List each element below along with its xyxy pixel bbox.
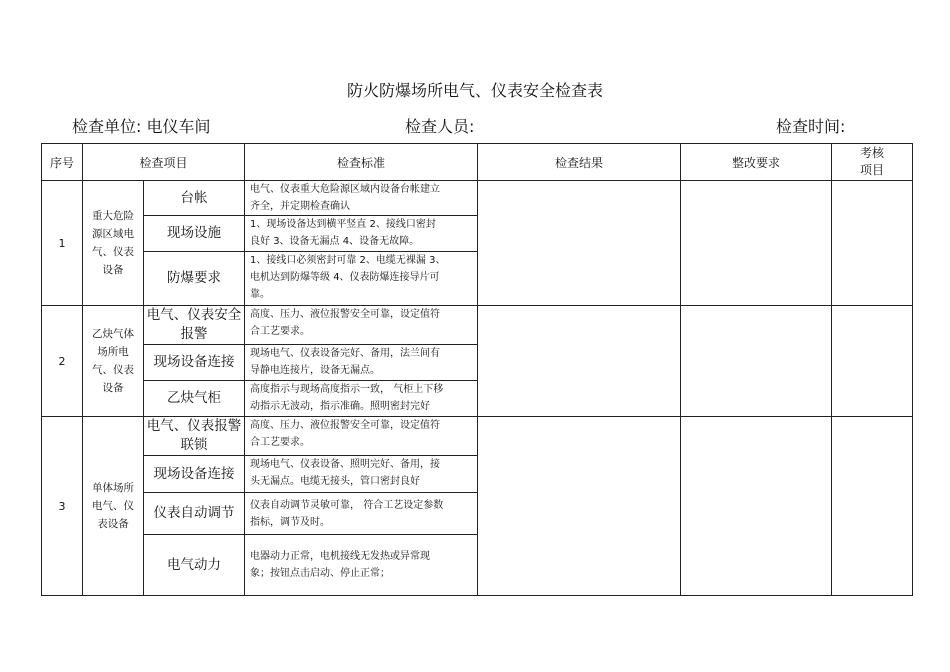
header-assess-line-2: 项目 (860, 163, 885, 177)
check-item: 台帐 (144, 181, 245, 216)
category-line: 气、仪表 (92, 364, 134, 376)
check-item: 现场设施 (144, 216, 245, 252)
check-item: 现场设备连接 (144, 345, 245, 381)
standard-line: 电器动力正常，电机接线无发热或异常现 (250, 551, 431, 562)
header-item: 检查项目 (83, 144, 245, 181)
check-item: 现场设备连接 (144, 456, 245, 493)
standard-line: 导静电连接片，设备无漏点。 (250, 365, 381, 376)
check-standard (245, 216, 478, 252)
table-header-row (42, 144, 913, 181)
rectify-cell[interactable] (681, 306, 832, 417)
page-title: 防火防爆场所电气、仪表安全检查表 (346, 81, 603, 100)
standard-line: 1、现场设备达到横平竖直 2、接线口密封 (250, 219, 436, 230)
item-line: 电气、仪表安全 (146, 307, 242, 323)
result-cell[interactable] (478, 181, 681, 306)
header-assess (832, 144, 913, 181)
check-standard (245, 345, 478, 381)
item-line: 电气、仪表报警 (146, 418, 242, 434)
rectify-cell[interactable] (681, 417, 832, 596)
standard-line: 高度、压力、液位报警安全可靠，设定值符 (250, 309, 441, 320)
standard-line: 现场电气、仪表设备、照明完好、备用，接 (250, 459, 441, 470)
check-standard (245, 535, 478, 596)
header-result: 检查结果 (478, 144, 681, 181)
category-line: 设备 (102, 264, 124, 276)
section-number: 3 (42, 417, 83, 596)
table-row (42, 417, 913, 456)
standard-line: 合工艺要求。 (250, 326, 311, 337)
standard-line: 齐全，并定期检查确认 (250, 201, 351, 212)
header-assess-line-1: 考核 (860, 146, 885, 160)
check-standard (245, 181, 478, 216)
standard-line: 靠。 (250, 289, 271, 300)
check-standard (245, 417, 478, 456)
category-line: 设备 (102, 382, 124, 394)
header-no: 序号 (42, 144, 83, 181)
result-cell[interactable] (478, 306, 681, 417)
standard-line: 仪表自动调节灵敏可靠， 符合工艺设定参数 (250, 499, 444, 511)
category-line: 源区域电 (92, 228, 134, 240)
standard-line: 1、接线口必须密封可靠 2、电缆无裸漏 3、 (250, 255, 446, 266)
standard-line: 高度指示与现场高度指示一致， 气柜上下移 (250, 384, 444, 395)
category-line: 气、仪表 (92, 246, 134, 258)
result-cell[interactable] (478, 417, 681, 596)
category-line: 重大危险 (92, 210, 134, 222)
table-row (42, 181, 913, 216)
standard-line: 象；按钮点击启动、停止正常； (250, 568, 391, 579)
assess-cell[interactable] (832, 306, 913, 417)
category-line: 乙炔气体 (92, 328, 134, 340)
section-number: 1 (42, 181, 83, 306)
check-standard (245, 381, 478, 417)
table-row (42, 306, 913, 345)
check-item (144, 417, 245, 456)
standard-line: 动指示无波动，指示准确。照明密封完好 (250, 401, 431, 412)
check-item: 防爆要求 (144, 252, 245, 306)
standard-line: 电气、仪表重大危险源区域内设备台帐建立 (250, 184, 441, 195)
item-line: 报警 (180, 326, 208, 342)
item-line: 联锁 (180, 437, 208, 453)
header-standard: 检查标准 (245, 144, 478, 181)
check-item (144, 306, 245, 345)
check-standard (245, 306, 478, 345)
check-standard (245, 493, 478, 535)
category-line: 电气、仪 (92, 500, 134, 512)
section-number: 2 (42, 306, 83, 417)
check-item: 仪表自动调节 (144, 493, 245, 535)
inspection-unit: 检查单位: 电仪车间 (72, 117, 211, 136)
standard-line: 合工艺要求。 (250, 437, 311, 448)
category-line: 场所电 (97, 346, 129, 358)
assess-cell[interactable] (832, 417, 913, 596)
assess-cell[interactable] (832, 181, 913, 306)
category-line: 表设备 (97, 518, 129, 530)
section-category (83, 417, 144, 596)
inspection-time-field: 检查时间: (776, 117, 846, 136)
header-rectify: 整改要求 (681, 144, 832, 181)
section-category (83, 181, 144, 306)
check-item: 电气动力 (144, 535, 245, 596)
inspector-field: 检查人员: (405, 117, 475, 136)
check-standard (245, 252, 478, 306)
standard-line: 良好 3、设备无漏点 4、设备无故障。 (250, 236, 420, 247)
standard-line: 指标，调节及时。 (250, 516, 331, 528)
check-standard (245, 456, 478, 493)
category-line: 单体场所 (92, 482, 134, 494)
standard-line: 头无漏点。电缆无接头，管口密封良好 (250, 476, 421, 487)
standard-line: 高度、压力、液位报警安全可靠，设定值符 (250, 420, 441, 431)
rectify-cell[interactable] (681, 181, 832, 306)
standard-line: 电机达到防爆等级 4、仪表防爆连接导片可 (250, 272, 440, 283)
check-item: 乙炔气柜 (144, 381, 245, 417)
standard-line: 现场电气、仪表设备完好、备用，法兰间有 (250, 348, 441, 359)
section-category (83, 306, 144, 417)
inspection-table (41, 143, 913, 596)
